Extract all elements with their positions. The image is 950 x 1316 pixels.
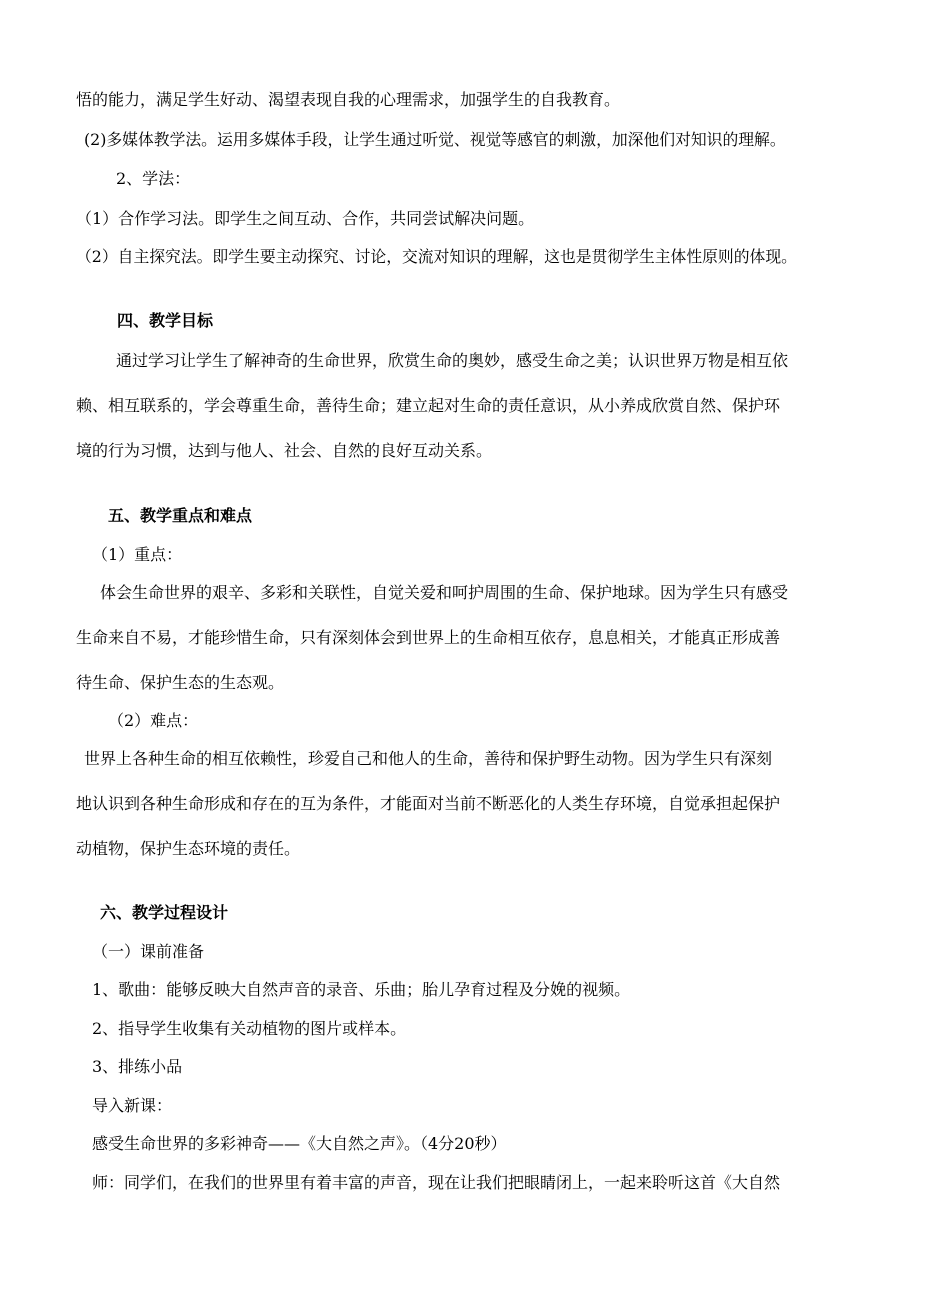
paragraph-line: （1）重点： xyxy=(92,545,183,564)
paragraph-line: （一）课前准备 xyxy=(92,942,205,961)
paragraph-line: 待生命、保护生态的生态观。 xyxy=(76,673,285,692)
paragraph-line: 2、指导学生收集有关动植物的图片或样本。 xyxy=(92,1019,407,1038)
paragraph-line: 生命来自不易，才能珍惜生命，只有深刻体会到世界上的生命相互依存，息息相关，才能真正形成善 xyxy=(76,628,781,647)
paragraph-line: 动植物，保护生态环境的责任。 xyxy=(76,839,301,858)
paragraph-line: 赖、相互联系的，学会尊重生命，善待生命；建立起对生命的责任意识，从小养成欣赏自然、保护环 xyxy=(76,396,781,415)
paragraph-line: （1）合作学习法。即学生之间互动、合作，共同尝试解决问题。 xyxy=(76,209,535,228)
paragraph-line: 2、学法： xyxy=(116,169,191,188)
paragraph-line: 通过学习让学生了解神奇的生命世界，欣赏生命的奥妙，感受生命之美；认识世界万物是相互依 xyxy=(116,351,789,370)
section-heading: 四、教学目标 xyxy=(117,311,214,330)
paragraph-line: 感受生命世界的多彩神奇——《大自然之声》。（4分20秒） xyxy=(92,1134,507,1153)
paragraph-line: 1、歌曲：能够反映大自然声音的录音、乐曲；胎儿孕育过程及分娩的视频。 xyxy=(92,980,631,999)
paragraph-line: 体会生命世界的艰辛、多彩和关联性，自觉关爱和呵护周围的生命、保护地球。因为学生只有感受 xyxy=(100,583,789,602)
paragraph-line: （2）自主探究法。即学生要主动探究、讨论，交流对知识的理解，这也是贯彻学生主体性原则的体现。 xyxy=(76,247,797,266)
paragraph-line: 地认识到各种生命形成和存在的互为条件，才能面对当前不断恶化的人类生存环境，自觉承担起保护 xyxy=(76,794,781,813)
paragraph-line: 悟的能力，满足学生好动、渴望表现自我的心理需求，加强学生的自我教育。 xyxy=(76,90,621,109)
paragraph-line: 世界上各种生命的相互依赖性，珍爱自己和他人的生命，善待和保护野生动物。因为学生只有深刻 xyxy=(84,749,773,768)
section-heading: 五、教学重点和难点 xyxy=(108,506,253,525)
section-heading: 六、教学过程设计 xyxy=(100,903,229,922)
paragraph-line: （2）难点： xyxy=(108,711,199,730)
paragraph-line: 师：同学们，在我们的世界里有着丰富的声音，现在让我们把眼睛闭上，一起来聆听这首《大自然 xyxy=(92,1173,781,1192)
paragraph-line: 导入新课： xyxy=(92,1096,173,1115)
paragraph-line: (2)多媒体教学法。运用多媒体手段，让学生通过听觉、视觉等感官的刺激，加深他们对知识的理解。 xyxy=(84,130,786,149)
paragraph-line: 3、排练小品 xyxy=(92,1057,183,1076)
paragraph-line: 境的行为习惯，达到与他人、社会、自然的良好互动关系。 xyxy=(76,441,493,460)
